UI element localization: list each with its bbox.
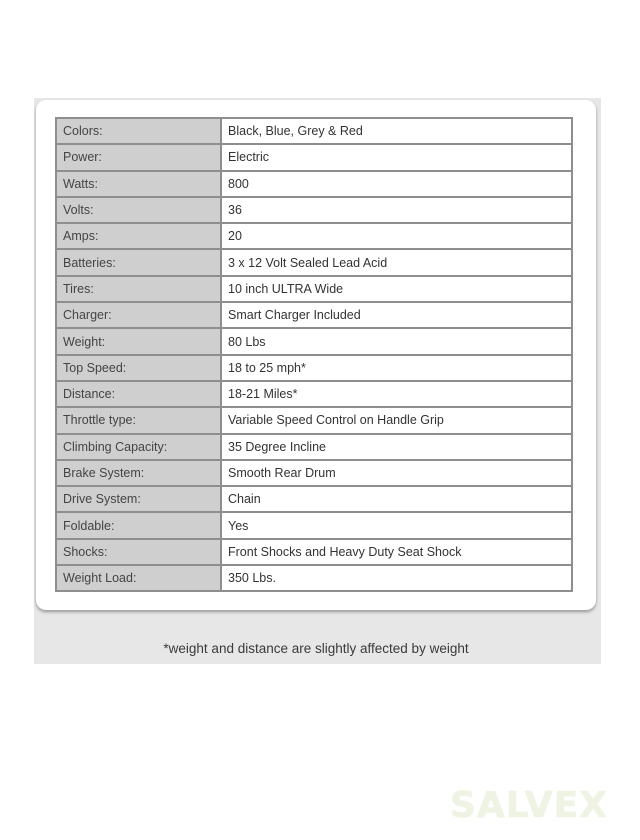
spec-label: Power: bbox=[56, 144, 221, 170]
spec-row bbox=[56, 171, 572, 197]
spec-row bbox=[56, 460, 572, 486]
spec-value: Smart Charger Included bbox=[221, 302, 572, 328]
spec-label: Batteries: bbox=[56, 249, 221, 275]
spec-value: 18-21 Miles* bbox=[221, 381, 572, 407]
spec-value: 36 bbox=[221, 197, 572, 223]
spec-value: Yes bbox=[221, 512, 572, 538]
salvex-watermark-logo: SALVEX bbox=[450, 785, 608, 826]
spec-label: Watts: bbox=[56, 171, 221, 197]
spec-label: Volts: bbox=[56, 197, 221, 223]
spec-label: Tires: bbox=[56, 276, 221, 302]
spec-label: Charger: bbox=[56, 302, 221, 328]
spec-row bbox=[56, 565, 572, 591]
spec-label: Climbing Capacity: bbox=[56, 434, 221, 460]
footnote: *weight and distance are slightly affected by weight bbox=[163, 641, 469, 656]
spec-row bbox=[56, 144, 572, 170]
spec-value: 800 bbox=[221, 171, 572, 197]
spec-value: 35 Degree Incline bbox=[221, 434, 572, 460]
spec-row bbox=[56, 407, 572, 433]
spec-label: Weight: bbox=[56, 328, 221, 354]
spec-row bbox=[56, 434, 572, 460]
spec-row bbox=[56, 512, 572, 538]
spec-value: Smooth Rear Drum bbox=[221, 460, 572, 486]
spec-table-body bbox=[56, 118, 572, 591]
spec-value: 20 bbox=[221, 223, 572, 249]
spec-value: Front Shocks and Heavy Duty Seat Shock bbox=[221, 539, 572, 565]
spec-row bbox=[56, 328, 572, 354]
spec-row bbox=[56, 355, 572, 381]
spec-row bbox=[56, 302, 572, 328]
spec-row bbox=[56, 381, 572, 407]
spec-row bbox=[56, 118, 572, 144]
spec-row bbox=[56, 197, 572, 223]
spec-value: 18 to 25 mph* bbox=[221, 355, 572, 381]
spec-label: Top Speed: bbox=[56, 355, 221, 381]
spec-value: Black, Blue, Grey & Red bbox=[221, 118, 572, 144]
spec-value: 80 Lbs bbox=[221, 328, 572, 354]
spec-value: 10 inch ULTRA Wide bbox=[221, 276, 572, 302]
spec-label: Throttle type: bbox=[56, 407, 221, 433]
spec-value: 3 x 12 Volt Sealed Lead Acid bbox=[221, 249, 572, 275]
spec-label: Drive System: bbox=[56, 486, 221, 512]
spec-row bbox=[56, 223, 572, 249]
spec-row bbox=[56, 486, 572, 512]
spec-table bbox=[55, 117, 573, 592]
spec-value: Electric bbox=[221, 144, 572, 170]
spec-label: Amps: bbox=[56, 223, 221, 249]
spec-label: Distance: bbox=[56, 381, 221, 407]
spec-label: Weight Load: bbox=[56, 565, 221, 591]
spec-row bbox=[56, 539, 572, 565]
spec-label: Shocks: bbox=[56, 539, 221, 565]
spec-row bbox=[56, 276, 572, 302]
spec-value: Variable Speed Control on Handle Grip bbox=[221, 407, 572, 433]
spec-value: 350 Lbs. bbox=[221, 565, 572, 591]
spec-label: Brake System: bbox=[56, 460, 221, 486]
spec-row bbox=[56, 249, 572, 275]
spec-label: Colors: bbox=[56, 118, 221, 144]
spec-value: Chain bbox=[221, 486, 572, 512]
spec-label: Foldable: bbox=[56, 512, 221, 538]
